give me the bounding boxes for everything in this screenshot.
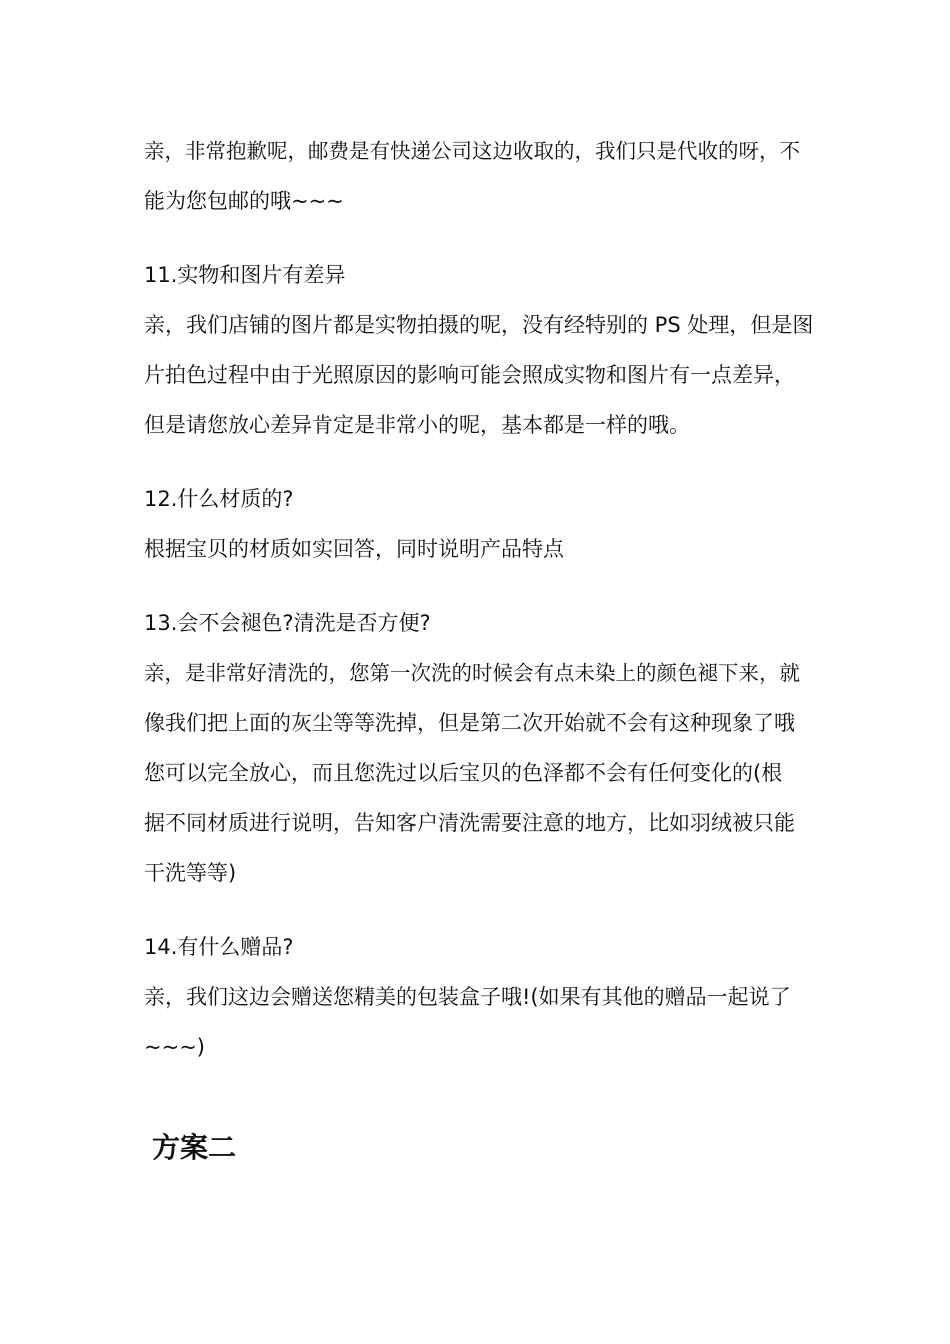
answer-10-line-1: 亲，非常抱歉呢，邮费是有快递公司这边收取的，我们只是代收的呀，不: [144, 139, 800, 163]
answer-12-line-1: 根据宝贝的材质如实回答，同时说明产品特点: [144, 537, 564, 561]
question-11: 11.实物和图片有差异: [144, 263, 346, 287]
answer-13-line-1: 亲，是非常好清洗的，您第一次洗的时候会有点未染上的颜色褪下来，就: [144, 661, 800, 685]
section-heading: 方案二: [152, 1131, 237, 1164]
answer-13-line-4: 据不同材质进行说明，告知客户清洗需要注意的地方，比如羽绒被只能: [144, 811, 795, 835]
answer-11-line-2: 片拍色过程中由于光照原因的影响可能会照成实物和图片有一点差异，: [144, 363, 795, 387]
answer-11-line-3: 但是请您放心差异肯定是非常小的呢，基本都是一样的哦。: [144, 413, 690, 437]
answer-14-line-2: ~~~): [144, 1035, 205, 1059]
question-12: 12.什么材质的?: [144, 487, 294, 511]
answer-13-line-5: 干洗等等): [144, 861, 237, 885]
question-14: 14.有什么赠品?: [144, 935, 294, 959]
answer-11-line-1: 亲，我们店铺的图片都是实物拍摄的呢，没有经特别的 PS 处理，但是图: [144, 313, 814, 337]
answer-10-line-2: 能为您包邮的哦~~~: [144, 189, 344, 213]
question-13: 13.会不会褪色?清洗是否方便?: [144, 611, 431, 635]
answer-13-line-2: 像我们把上面的灰尘等等洗掉，但是第二次开始就不会有这种现象了哦: [144, 711, 795, 735]
answer-13-line-3: 您可以完全放心，而且您洗过以后宝贝的色泽都不会有任何变化的(根: [144, 761, 783, 785]
answer-14-line-1: 亲，我们这边会赠送您精美的包装盒子哦!(如果有其他的赠品一起说了: [144, 985, 791, 1009]
